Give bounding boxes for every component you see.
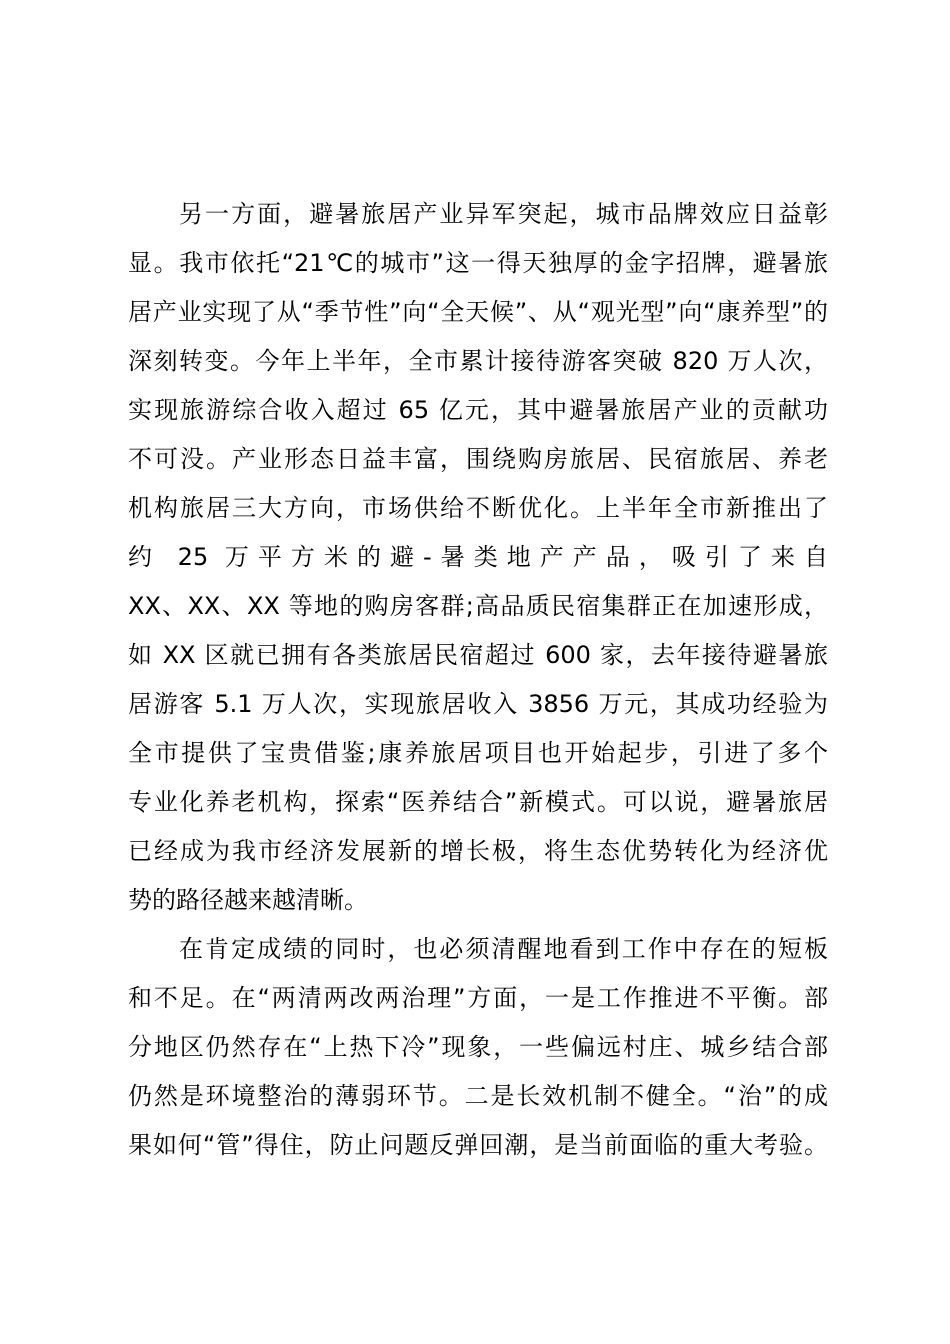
paragraph-line: 全市提供了宝贵借鉴;康养旅居项目也开始起步，引进了多个: [128, 739, 828, 767]
paragraph-bishu-lvju: [128, 190, 828, 925]
paragraph-line: 居游客 5.1 万人次，实现旅居收入 3856 万元，其成功经验为: [128, 690, 828, 718]
paragraph-line: 仍然是环境整治的薄弱环节。二是长效机制不健全。“治”的成: [128, 1082, 828, 1110]
paragraph-line: 另一方面，避暑旅居产业异军突起，城市品牌效应日益彰: [179, 200, 828, 228]
document-body: [128, 190, 828, 1170]
paragraph-line: 果如何“管”得住，防止问题反弹回潮，是当前面临的重大考验。: [128, 1131, 828, 1159]
paragraph-line: 和不足。在“两清两改两治理”方面，一是工作推进不平衡。部: [128, 984, 828, 1012]
paragraph-shortcomings: [128, 925, 828, 1170]
paragraph-line: 不可没。产业形态日益丰富，围绕购房旅居、民宿旅居、养老: [128, 445, 828, 473]
paragraph-line: 显。我市依托“21℃的城市”这一得天独厚的金字招牌，避暑旅: [128, 249, 828, 277]
paragraph-line: 如 XX 区就已拥有各类旅居民宿超过 600 家，去年接待避暑旅: [128, 641, 828, 669]
paragraph-line: 在肯定成绩的同时，也必须清醒地看到工作中存在的短板: [179, 935, 828, 963]
paragraph-line: 专业化养老机构，探索“医养结合”新模式。可以说，避暑旅居: [128, 788, 828, 816]
paragraph-line: 分地区仍然存在“上热下冷”现象，一些偏远村庄、城乡结合部: [128, 1033, 828, 1061]
paragraph-line: 约 25 万平方米的避-暑类地产产品，吸引了来自: [128, 543, 828, 571]
paragraph-line: 势的路径越来越清晰。: [128, 886, 368, 914]
paragraph-line: 居产业实现了从“季节性”向“全天候”、从“观光型”向“康养型”的: [128, 298, 828, 326]
paragraph-line: XX、XX、XX 等地的购房客群;高品质民宿集群正在加速形成，: [128, 592, 828, 620]
paragraph-line: 已经成为我市经济发展新的增长极，将生态优势转化为经济优: [128, 837, 828, 865]
paragraph-line: 机构旅居三大方向，市场供给不断优化。上半年全市新推出了: [128, 494, 828, 522]
paragraph-line: 深刻转变。今年上半年，全市累计接待游客突破 820 万人次，: [128, 347, 828, 375]
paragraph-line: 实现旅游综合收入超过 65 亿元，其中避暑旅居产业的贡献功: [128, 396, 828, 424]
